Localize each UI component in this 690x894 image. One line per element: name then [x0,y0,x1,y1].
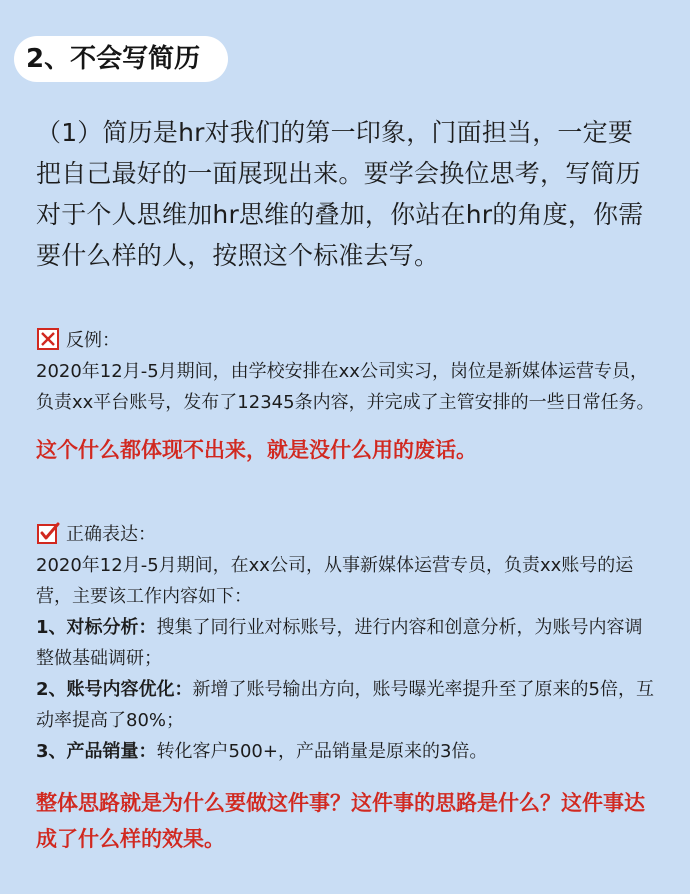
list-item-label: 2、账号内容优化： [36,679,193,700]
positive-example [36,516,660,857]
list-item-text: 转化客户500+，产品销量是原来的3倍。 [156,741,488,762]
negative-heading [36,322,660,356]
negative-label: 反例： [66,330,120,351]
check-box-icon [36,521,60,545]
cross-box-icon [36,327,60,351]
positive-label: 正确表达： [66,524,156,545]
positive-verdict: 整体思路就是为什么要做这件事？这件事的思路是什么？这件事达成了什么样的效果。 [36,791,645,851]
section-title: 2、不会写简历 [14,36,228,82]
negative-example [36,322,660,468]
list-item-text: 搜集了同行业对标账号，进行内容和创意分析，为账号内容调整做基础调研； [36,617,643,669]
negative-verdict: 这个什么都体现不出来，就是没什么用的废话。 [36,438,477,462]
list-item [36,674,660,736]
list-item-label: 1、对标分析： [36,617,157,638]
list-item-text: 新增了账号输出方向，账号曝光率提升至了原来的5倍，互动率提高了80%； [36,679,654,731]
negative-text: 2020年12月-5月期间，由学校安排在xx公司实习，岗位是新媒体运营专员，负责xx平台账号，发布了12345条内容，并完成了主管安排的一些日常任务。 [36,361,655,413]
positive-intro: 2020年12月-5月期间，在xx公司，从事新媒体运营专员，负责xx账号的运营，主要该工作内容如下： [36,555,634,607]
list-item-label: 3、产品销量： [36,741,157,762]
list-item [36,612,660,674]
list-item [36,736,660,767]
intro-paragraph: （1）简历是hr对我们的第一印象，门面担当，一定要把自己最好的一面展现出来。要学会换位思考，写简历对于个人思维加hr思维的叠加，你站在hr的角度，你需要什么样的人，按照这个标准去写。 [36,118,644,270]
positive-heading [36,516,660,550]
